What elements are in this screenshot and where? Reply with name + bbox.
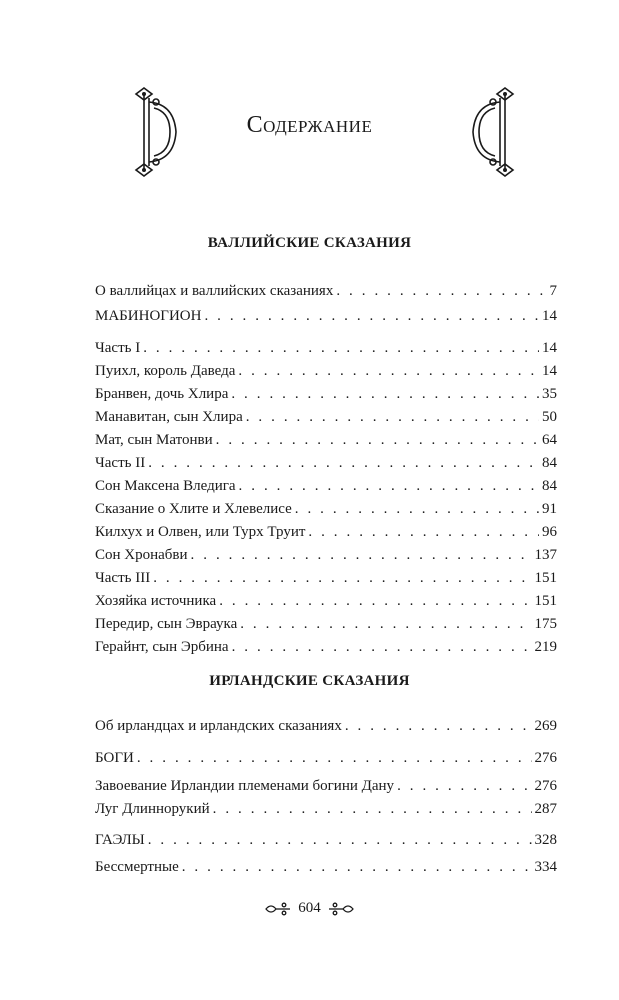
toc-entry-label: Часть I: [95, 340, 141, 356]
toc-entry-label: Пуихл, король Даведа: [95, 363, 236, 379]
toc-entry[interactable]: [95, 568, 557, 588]
toc-entry-label: Луг Длиннорукий: [95, 801, 210, 817]
page-title: Содержание: [246, 112, 373, 138]
toc-entry[interactable]: [95, 830, 557, 850]
toc-entry-page: 35: [542, 386, 557, 402]
toc-entry-label: Килхух и Олвен, или Турх Труит: [95, 524, 306, 540]
toc-entry[interactable]: [95, 407, 557, 427]
toc-entry-page: 151: [534, 593, 557, 609]
toc-entry-page: 64: [542, 432, 557, 448]
toc-entry[interactable]: [95, 453, 557, 473]
toc-entry-page: 287: [534, 801, 557, 817]
toc-entry[interactable]: [95, 384, 557, 404]
toc-entry-label: Герайнт, сын Эрбина: [95, 639, 229, 655]
footer-ornament-left-icon: [264, 901, 292, 917]
toc-entry[interactable]: [95, 306, 557, 326]
toc-entry[interactable]: [95, 361, 557, 381]
toc-entry-label: О валлийцах и валлийских сказаниях: [95, 283, 334, 299]
toc-entry-label: Сон Хронабви: [95, 547, 188, 563]
toc-entry-page: 84: [542, 478, 557, 494]
toc-entry[interactable]: [95, 799, 557, 819]
toc-entry-label: ГАЭЛЫ: [95, 832, 145, 848]
toc-entry-page: 175: [534, 616, 557, 632]
toc-entry[interactable]: [95, 499, 557, 519]
toc-entry-label: Сказание о Хлите и Хлевелисе: [95, 501, 292, 517]
toc-entry[interactable]: [95, 748, 557, 768]
toc-entry[interactable]: [95, 857, 557, 877]
toc-entry[interactable]: [95, 614, 557, 634]
toc-entry[interactable]: [95, 776, 557, 796]
toc-entry-page: 137: [534, 547, 557, 563]
toc-entry-label: Хозяйка источника: [95, 593, 217, 609]
toc-entry[interactable]: [95, 591, 557, 611]
toc-entry-label: Часть II: [95, 455, 146, 471]
toc-entry[interactable]: [95, 637, 557, 657]
toc-entry[interactable]: [95, 476, 557, 496]
page-footer: [0, 900, 619, 917]
toc-entry[interactable]: [95, 281, 557, 301]
footer-ornament-right-icon: [327, 901, 355, 917]
section-heading-welsh: ВАЛЛИЙСКИЕ СКАЗАНИЯ: [207, 235, 412, 251]
toc-entry-label: Сон Максена Вледига: [95, 478, 236, 494]
toc-entry-label: Об ирландцах и ирландских сказаниях: [95, 718, 342, 734]
toc-entry-page: 7: [549, 283, 557, 299]
toc-entry-page: 334: [534, 859, 557, 875]
toc-entry[interactable]: [95, 430, 557, 450]
toc-entry-label: Часть III: [95, 570, 151, 586]
toc-entry-page: 14: [542, 363, 557, 379]
toc-entry-page: 276: [534, 778, 557, 794]
toc-entry-label: БОГИ: [95, 750, 134, 766]
toc-entry-label: Манавитан, сын Хлира: [95, 409, 243, 425]
toc-entry-page: 50: [542, 409, 557, 425]
toc-entry[interactable]: [95, 522, 557, 542]
toc-entry-page: 151: [534, 570, 557, 586]
toc-entry-label: МАБИНОГИОН: [95, 308, 202, 324]
toc-entry-page: 14: [542, 340, 557, 356]
toc-entry[interactable]: [95, 338, 557, 358]
toc-entry-page: 91: [542, 501, 557, 517]
toc-entry[interactable]: [95, 716, 557, 736]
toc-entry-page: 276: [534, 750, 557, 766]
toc-entry-page: 269: [534, 718, 557, 734]
section-heading-irish: ИРЛАНДСКИЕ СКАЗАНИЯ: [209, 673, 410, 689]
toc-entry-label: Завоевание Ирландии племенами богини Дану: [95, 778, 395, 794]
toc-entry-label: Бессмертные: [95, 859, 179, 875]
toc-entry-label: Бранвен, дочь Хлира: [95, 386, 229, 402]
toc-entry-label: Передир, сын Эвраука: [95, 616, 238, 632]
toc-entry-page: 328: [534, 832, 557, 848]
toc-entry-page: 96: [542, 524, 557, 540]
toc-entry[interactable]: [95, 545, 557, 565]
toc-entry-page: 219: [534, 639, 557, 655]
toc-entry-label: Мат, сын Матонви: [95, 432, 213, 448]
toc-entry-page: 84: [542, 455, 557, 471]
page-number: 604: [298, 900, 321, 916]
toc-entry-page: 14: [542, 308, 557, 324]
